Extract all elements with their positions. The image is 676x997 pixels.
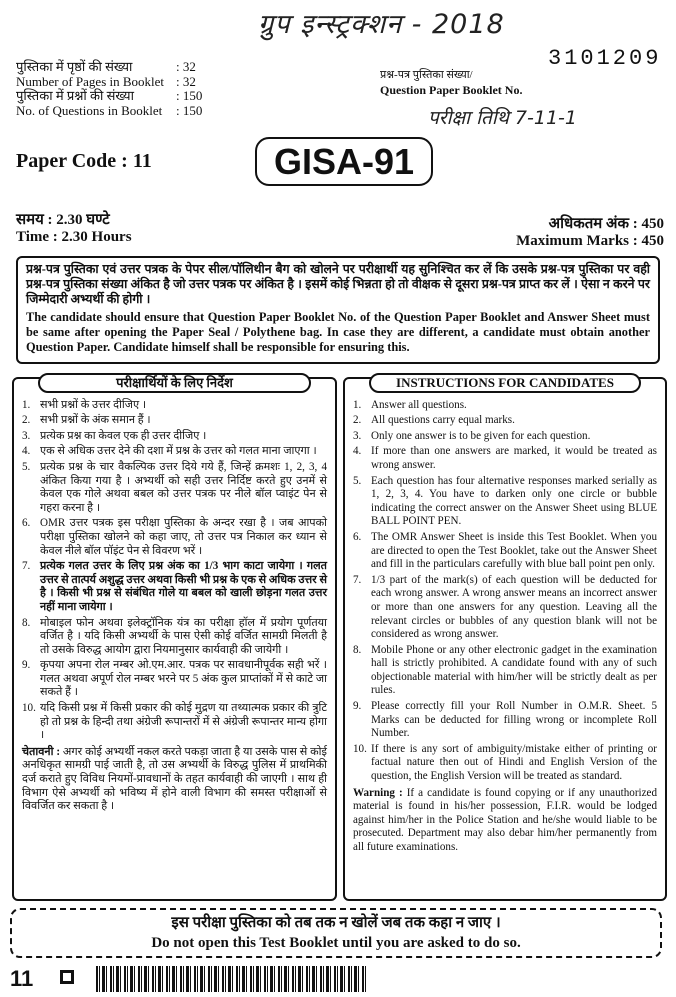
hindi-instructions [12,377,337,901]
hindi-instructions-heading: परीक्षार्थियों के लिए निर्देश [38,373,311,393]
booklet-meta [16,60,202,118]
item-number: 8. [353,643,362,656]
handwritten-date: परीक्षा तिथि 7-11-1 [428,107,577,129]
notice-en: The candidate should ensure that Question Paper Booklet No. of the Question Paper Booklet and Answer Sheet must be same after opening the Paper Seal / Polythene bag. In case they are different, a candidate must obtain another Question Paper. Candidate himself shall be responsible for ensuring this. [26,310,650,354]
footer-paper-number: 11 [10,966,34,991]
item-text: कृपया अपना रोल नम्बर ओ.एम.आर. पत्रक पर सावधानीपूर्वक सही भरें । गलत अथवा अपूर्ण रोल नम्बर भरने पर 5 अंक कुल प्राप्तांकों में से काटे जा सकते हैं । [40,659,327,699]
list-item [22,517,327,558]
english-instruction-list [353,399,657,784]
item-number: 1. [22,398,31,411]
maximum-marks [516,216,664,250]
item-number: 1. [353,398,362,411]
item-number: 5. [22,460,31,473]
item-text: प्रत्येक प्रश्न के चार वैकल्पिक उत्तर दिये गये हैं, जिन्हें क्रमशः 1, 2, 3, 4 अंकित किया गया है । अभ्यर्थी को सही उत्तर निर्दिष्ट करते हुए उनमें से केवल एक गोले अथवा बबल को उत्तर पत्रक पर नीले बॉल प्वाइंट पेन से गहरा करना है । [40,460,327,514]
item-text: यदि किसी प्रश्न में किसी प्रकार की कोई मुद्रण या तथ्यात्मक प्रकार की त्रुटि हो तो प्रश्न के हिन्दी तथा अंग्रेजी रूपान्तरों में से अंग्रेजी रूपान्तर मान्य होगा । [40,702,327,742]
serial-number: 3101209 [548,46,662,71]
do-not-open-hi: इस परीक्षा पुस्तिका को तब तक न खोलें जब तक कहा न जाए । [171,915,501,931]
item-text: प्रत्येक प्रश्न का केवल एक ही उत्तर दीजिए । [40,429,207,442]
item-number: 3. [353,429,362,442]
list-item [22,399,327,413]
booklet-number-label [380,68,522,98]
questions-en-label: No. of Questions in Booklet [16,102,163,118]
marks-en: Maximum Marks : 450 [516,233,664,249]
questions-hi-label: पुस्तिका में प्रश्नों की संख्या [16,88,134,104]
list-item [22,560,327,614]
list-item [353,644,657,698]
item-text: All questions carry equal marks. [371,414,515,427]
paper-code: Paper Code : 11 [16,150,152,172]
hindi-warning [22,746,327,814]
list-item [22,461,327,515]
pages-en-row [16,75,202,90]
pages-en-value: : 32 [176,73,196,89]
item-text: If more than one answers are marked, it would be treated as wrong answer. [371,445,657,471]
item-number: 8. [22,616,31,629]
list-item [22,430,327,444]
exam-duration [16,212,132,246]
exam-code-badge: GISA-91 [255,137,433,186]
list-item [22,617,327,658]
pages-hi-value: : 32 [176,59,196,74]
list-item [353,531,657,572]
questions-en-row [16,104,202,119]
item-text: Mobile Phone or any other electronic gadget in the examination hall is strictly prohibited. A candidate found with any of such objectionable material with him/her will be strictly dealt as per rules. [371,643,657,697]
item-text: Answer all questions. [371,398,467,411]
english-warning [353,787,657,855]
item-number: 2. [22,414,31,427]
item-text: Please correctly fill your Roll Number in O.M.R. Sheet. 5 Marks can be deducted for filling wrong or incomplete Roll Number. [371,700,657,740]
do-not-open-notice [10,908,662,958]
item-number: 4. [22,445,31,458]
barcode-icon [96,966,366,992]
item-text: The OMR Answer Sheet is inside this Test Booklet. When you are directed to open the Test Booklet, take out the Answer Sheet and fill in the particulars carefully with blue ball point pen only. [371,530,657,571]
item-number: 2. [353,414,362,427]
item-number: 3. [22,429,31,442]
pages-hi-row [16,60,202,75]
item-text: If there is any sort of ambiguity/mistake either of printing or factual nature then out of Hindi and English Version of the question, the English Version will be treated as standard. [371,742,657,783]
duration-en: Time : 2.30 Hours [16,229,132,245]
item-text: सभी प्रश्नों के अंक समान हैं । [40,414,151,427]
pages-hi-label: पुस्तिका में पृष्ठों की संख्या [16,59,133,74]
item-number: 7. [22,560,31,573]
hindi-instruction-list [22,399,327,743]
item-number: 10. [353,742,367,755]
warning-text: अगर कोई अभ्यर्थी नकल करते पकड़ा जाता है या उसके पास से कोई अनधिकृत सामग्री पाई जाती है, तो उस अभ्यर्थी के विरुद्ध पुलिस में प्राथमिकी दर्ज कराते हुए विविध नियमों-प्रावधानों के तहत कार्यवाही की जाएगी । साथ ही विभाग ऐसे अभ्यर्थी को भविष्य में होने वाली विभाग की समस्त परीक्षाओं से विवर्जित कर सकता है । [22,745,327,813]
list-item [353,399,657,413]
duration-hi: समय : 2.30 घण्टे [16,212,110,228]
item-number: 9. [353,700,362,713]
item-text: प्रत्येक गलत उत्तर के लिए प्रश्न अंक का 1/3 भाग काटा जायेगा । गलत उत्तर से तात्पर्य अशुद्ध उत्तर अथवा किसी भी प्रश्न के एक से अधिक उत्तर से है । किसी भी प्रश्न से संबंधित गोले या बबल को खाली छोड़ना गलत उत्तर नहीं माना जायेगा । [40,560,327,613]
item-text: 1/3 part of the mark(s) of each question will be deducted for each wrong answer. A wrong answer means an incorrect answer or more than one answers for any question. Leaving all the relevant circles or bubbles of any question blank will not be considered as wrong answer. [371,573,657,641]
do-not-open-en: Do not open this Test Booklet until you are asked to do so. [151,935,521,951]
item-text: सभी प्रश्नों के उत्तर दीजिए । [40,398,147,411]
item-text: एक से अधिक उत्तर देने की दशा में प्रश्न के उत्तर को गलत माना जाएगा । [40,445,317,458]
english-instructions-heading: INSTRUCTIONS FOR CANDIDATES [369,373,641,393]
booklet-label-en: Question Paper Booklet No. [380,83,523,97]
list-item [353,414,657,428]
warning-label: Warning : [353,786,403,799]
marks-hi: अधिकतम अंक : 450 [548,216,664,232]
list-item [353,445,657,472]
square-mark-icon [60,970,74,984]
item-number: 4. [353,445,362,458]
english-instructions [343,377,667,901]
item-number: 7. [353,573,362,586]
item-text: OMR उत्तर पत्रक इस परीक्षा पुस्तिका के अन्दर रखा है । जब आपको परीक्षा पुस्तिका खोलने को कहा जाए, तो उत्तर पत्र निकाल कर ध्यान से केवल नीले बॉल पॉइंट पेन से विवरण भरें । [40,517,327,557]
handwritten-header: ग्रुप इन्स्ट्रक्शन - 2018 [258,9,505,40]
list-item [22,445,327,459]
item-text: Each question has four alternative responses marked serially as 1, 2, 3, 4. You have to darken only one circle or bubble indicating the correct answer on the Answer Sheet using BLUE BALL POINT PEN. [371,474,657,528]
questions-en-value: : 150 [176,102,203,118]
list-item [353,475,657,529]
item-number: 10. [22,702,36,715]
notice-hi: प्रश्न-पत्र पुस्तिका एवं उत्तर पत्रक के पेपर सील/पॉलिथीन बैग को खोलने पर परीक्षार्थी यह सुनिश्चित कर लें कि उसके प्रश्न-पत्र पुस्तिका पर वही प्रश्न-पत्र पुस्तिका संख्या अंकित है जो उत्तर पत्रक पर अंकित है । इसमें कोई भिन्नता हो तो वीक्षक से दूसरा प्रश्न-पत्र प्राप्त कर लें । ऐसा न करने पर जिम्मेदारी अभ्यर्थी की होगी । [26,262,650,306]
booklet-label-hi: प्रश्न-पत्र पुस्तिका संख्या/ [380,69,473,81]
item-text: Only one answer is to be given for each question. [371,429,591,442]
warning-text: If a candidate is found copying or if any unauthorized material is found in his/her possession, F.I.R. would be lodged against him/her in the Police Station and he/she would liable to be prosecuted. Department may also debar him/her permanently from all future examinations. [353,786,657,853]
booklet-check-notice [16,256,660,364]
list-item [353,574,657,642]
item-number: 9. [22,659,31,672]
item-text: मोबाइल फोन अथवा इलेक्ट्रॉनिक यंत्र का परीक्षा हॉल में प्रयोग पूर्णतया वर्जित है । यदि किसी अभ्यर्थी के पास ऐसी कोई वर्जित सामग्री मिलती है तो उसके विरुद्ध आयोग द्वारा नियमानुसार कार्यवाही की जायेगी । [40,616,327,656]
pages-en-label: Number of Pages in Booklet [16,73,165,89]
questions-hi-value: : 150 [176,88,203,104]
warning-label: चेतावनी : [22,745,61,758]
questions-hi-row [16,89,202,104]
list-item [22,659,327,700]
list-item [353,430,657,444]
list-item [353,743,657,784]
list-item [22,414,327,428]
item-number: 6. [353,530,362,543]
item-number: 6. [22,517,31,530]
list-item [353,700,657,741]
list-item [22,702,327,743]
item-number: 5. [353,474,362,487]
